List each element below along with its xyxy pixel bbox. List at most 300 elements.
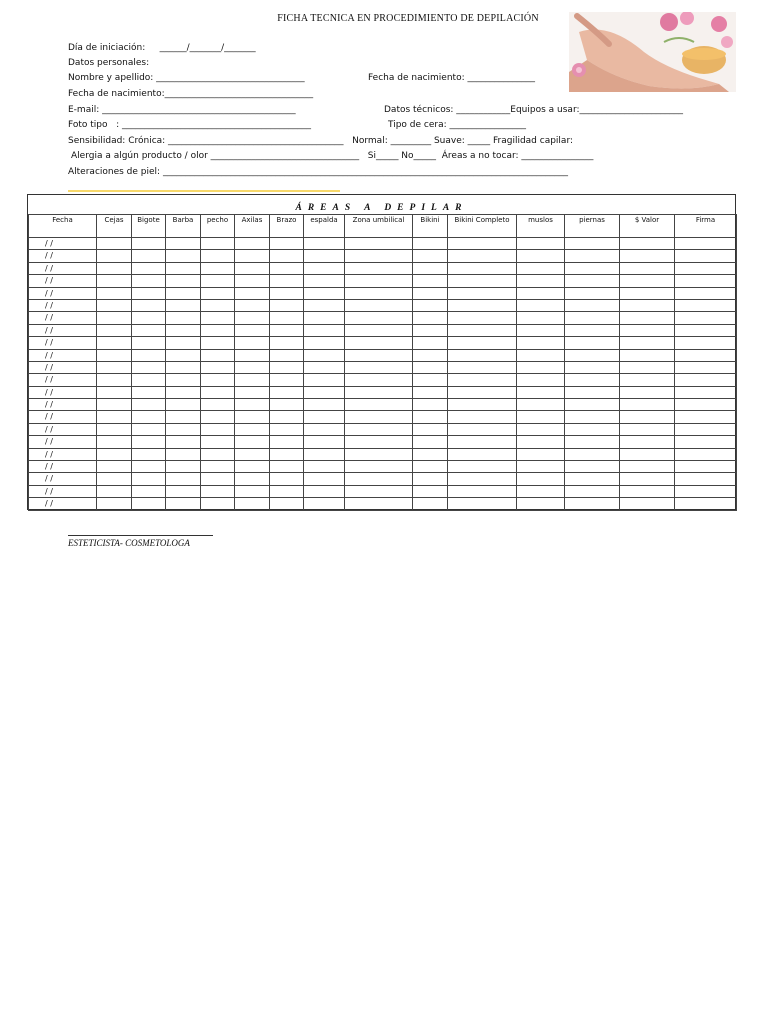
- table-cell[interactable]: [620, 498, 675, 510]
- table-cell[interactable]: [345, 250, 413, 262]
- table-cell[interactable]: [235, 262, 270, 274]
- date-cell[interactable]: / /: [29, 461, 97, 473]
- table-cell[interactable]: [304, 262, 345, 274]
- table-cell[interactable]: [517, 386, 565, 398]
- table-cell[interactable]: [270, 337, 304, 349]
- table-cell[interactable]: [620, 399, 675, 411]
- table-cell[interactable]: [517, 275, 565, 287]
- date-cell[interactable]: / /: [29, 473, 97, 485]
- table-cell[interactable]: [304, 374, 345, 386]
- table-cell[interactable]: [565, 299, 620, 311]
- table-cell[interactable]: [413, 423, 448, 435]
- table-cell[interactable]: [201, 473, 235, 485]
- table-cell[interactable]: [565, 337, 620, 349]
- table-cell[interactable]: [448, 337, 517, 349]
- table-cell[interactable]: [235, 337, 270, 349]
- table-cell[interactable]: [166, 262, 201, 274]
- table-cell[interactable]: [235, 287, 270, 299]
- table-cell[interactable]: [413, 275, 448, 287]
- table-cell[interactable]: [304, 473, 345, 485]
- table-cell[interactable]: [565, 238, 620, 250]
- table-cell[interactable]: [270, 498, 304, 510]
- table-cell[interactable]: [413, 238, 448, 250]
- table-cell[interactable]: [345, 361, 413, 373]
- table-cell[interactable]: [413, 448, 448, 460]
- table-cell[interactable]: [166, 436, 201, 448]
- table-cell[interactable]: [304, 411, 345, 423]
- table-cell[interactable]: [517, 498, 565, 510]
- table-cell[interactable]: [565, 498, 620, 510]
- table-cell[interactable]: [166, 399, 201, 411]
- table-cell[interactable]: [270, 461, 304, 473]
- table-cell[interactable]: [565, 361, 620, 373]
- table-cell[interactable]: [166, 361, 201, 373]
- table-cell[interactable]: [235, 324, 270, 336]
- date-cell[interactable]: / /: [29, 423, 97, 435]
- table-cell[interactable]: [620, 312, 675, 324]
- table-cell[interactable]: [235, 299, 270, 311]
- table-cell[interactable]: [345, 312, 413, 324]
- table-cell[interactable]: [132, 436, 166, 448]
- table-cell[interactable]: [166, 411, 201, 423]
- table-cell[interactable]: [97, 312, 132, 324]
- table-cell[interactable]: [517, 349, 565, 361]
- table-cell[interactable]: [448, 386, 517, 398]
- table-cell[interactable]: [517, 250, 565, 262]
- table-cell[interactable]: [517, 461, 565, 473]
- table-cell[interactable]: [565, 473, 620, 485]
- table-cell[interactable]: [413, 374, 448, 386]
- table-cell[interactable]: [201, 312, 235, 324]
- table-cell[interactable]: [620, 461, 675, 473]
- table-cell[interactable]: [132, 498, 166, 510]
- table-cell[interactable]: [166, 461, 201, 473]
- table-cell[interactable]: [675, 337, 737, 349]
- table-cell[interactable]: [201, 374, 235, 386]
- table-cell[interactable]: [304, 461, 345, 473]
- table-cell[interactable]: [565, 485, 620, 497]
- table-cell[interactable]: [448, 275, 517, 287]
- table-cell[interactable]: [304, 436, 345, 448]
- table-cell[interactable]: [235, 386, 270, 398]
- table-cell[interactable]: [132, 448, 166, 460]
- table-cell[interactable]: [413, 262, 448, 274]
- table-cell[interactable]: [517, 361, 565, 373]
- table-cell[interactable]: [132, 374, 166, 386]
- table-cell[interactable]: [235, 485, 270, 497]
- table-cell[interactable]: [620, 448, 675, 460]
- table-cell[interactable]: [166, 473, 201, 485]
- table-cell[interactable]: [345, 473, 413, 485]
- table-cell[interactable]: [270, 238, 304, 250]
- table-cell[interactable]: [413, 287, 448, 299]
- table-cell[interactable]: [345, 461, 413, 473]
- table-cell[interactable]: [97, 436, 132, 448]
- table-cell[interactable]: [166, 498, 201, 510]
- table-cell[interactable]: [166, 337, 201, 349]
- table-cell[interactable]: [413, 399, 448, 411]
- table-cell[interactable]: [565, 324, 620, 336]
- table-cell[interactable]: [345, 337, 413, 349]
- table-cell[interactable]: [675, 374, 737, 386]
- table-cell[interactable]: [270, 299, 304, 311]
- table-cell[interactable]: [132, 238, 166, 250]
- date-cell[interactable]: / /: [29, 498, 97, 510]
- table-cell[interactable]: [304, 275, 345, 287]
- table-cell[interactable]: [620, 349, 675, 361]
- table-cell[interactable]: [620, 423, 675, 435]
- table-cell[interactable]: [565, 423, 620, 435]
- table-cell[interactable]: [517, 238, 565, 250]
- date-cell[interactable]: / /: [29, 250, 97, 262]
- table-cell[interactable]: [675, 411, 737, 423]
- table-cell[interactable]: [270, 374, 304, 386]
- table-cell[interactable]: [235, 275, 270, 287]
- skin-alterations-field[interactable]: Alteraciones de piel: __________________________________________________________________________________________: [68, 167, 568, 177]
- table-cell[interactable]: [620, 337, 675, 349]
- table-cell[interactable]: [345, 299, 413, 311]
- table-cell[interactable]: [413, 473, 448, 485]
- table-cell[interactable]: [517, 448, 565, 460]
- table-cell[interactable]: [97, 250, 132, 262]
- table-cell[interactable]: [201, 349, 235, 361]
- table-cell[interactable]: [166, 299, 201, 311]
- table-cell[interactable]: [448, 423, 517, 435]
- table-cell[interactable]: [620, 485, 675, 497]
- table-cell[interactable]: [448, 238, 517, 250]
- table-cell[interactable]: [345, 262, 413, 274]
- table-cell[interactable]: [235, 448, 270, 460]
- table-cell[interactable]: [620, 287, 675, 299]
- table-cell[interactable]: [675, 423, 737, 435]
- table-cell[interactable]: [448, 436, 517, 448]
- table-cell[interactable]: [413, 436, 448, 448]
- table-cell[interactable]: [201, 238, 235, 250]
- table-cell[interactable]: [517, 436, 565, 448]
- table-cell[interactable]: [345, 411, 413, 423]
- table-cell[interactable]: [304, 485, 345, 497]
- table-cell[interactable]: [517, 324, 565, 336]
- table-cell[interactable]: [345, 423, 413, 435]
- table-cell[interactable]: [97, 287, 132, 299]
- table-cell[interactable]: [675, 448, 737, 460]
- table-cell[interactable]: [270, 473, 304, 485]
- table-cell[interactable]: [517, 411, 565, 423]
- table-cell[interactable]: [97, 473, 132, 485]
- table-cell[interactable]: [517, 299, 565, 311]
- table-cell[interactable]: [201, 337, 235, 349]
- table-cell[interactable]: [132, 275, 166, 287]
- table-cell[interactable]: [235, 436, 270, 448]
- table-cell[interactable]: [132, 473, 166, 485]
- table-cell[interactable]: [166, 485, 201, 497]
- table-cell[interactable]: [132, 386, 166, 398]
- table-cell[interactable]: [97, 238, 132, 250]
- birth-date-field-right[interactable]: Fecha de nacimiento: _______________: [368, 73, 535, 83]
- table-cell[interactable]: [448, 411, 517, 423]
- table-cell[interactable]: [675, 386, 737, 398]
- table-cell[interactable]: [448, 361, 517, 373]
- table-cell[interactable]: [270, 250, 304, 262]
- table-cell[interactable]: [413, 498, 448, 510]
- table-cell[interactable]: [448, 461, 517, 473]
- table-cell[interactable]: [235, 238, 270, 250]
- table-cell[interactable]: [565, 411, 620, 423]
- table-cell[interactable]: [166, 275, 201, 287]
- table-cell[interactable]: [517, 374, 565, 386]
- table-cell[interactable]: [517, 337, 565, 349]
- table-cell[interactable]: [448, 473, 517, 485]
- table-cell[interactable]: [304, 399, 345, 411]
- table-cell[interactable]: [304, 361, 345, 373]
- table-cell[interactable]: [97, 411, 132, 423]
- start-date-field[interactable]: Día de iniciación: ______/_______/_______: [68, 43, 256, 53]
- table-cell[interactable]: [517, 485, 565, 497]
- table-cell[interactable]: [675, 361, 737, 373]
- table-cell[interactable]: [201, 498, 235, 510]
- table-cell[interactable]: [201, 485, 235, 497]
- table-cell[interactable]: [97, 349, 132, 361]
- table-cell[interactable]: [448, 448, 517, 460]
- table-cell[interactable]: [270, 411, 304, 423]
- date-cell[interactable]: / /: [29, 374, 97, 386]
- table-cell[interactable]: [132, 312, 166, 324]
- table-cell[interactable]: [620, 411, 675, 423]
- table-cell[interactable]: [270, 423, 304, 435]
- table-cell[interactable]: [270, 349, 304, 361]
- table-cell[interactable]: [97, 423, 132, 435]
- phototype-field[interactable]: Foto tipo : __________________________________________: [68, 120, 311, 130]
- sensitivity-field[interactable]: Sensibilidad: Crónica: _______________________________________ Normal: _________ Suave: _____ Fragilidad capilar:: [68, 136, 574, 146]
- table-cell[interactable]: [132, 349, 166, 361]
- wax-type-field[interactable]: Tipo de cera: _________________: [388, 120, 527, 130]
- date-cell[interactable]: / /: [29, 361, 97, 373]
- table-cell[interactable]: [517, 473, 565, 485]
- table-cell[interactable]: [565, 287, 620, 299]
- table-cell[interactable]: [132, 250, 166, 262]
- table-cell[interactable]: [675, 312, 737, 324]
- table-cell[interactable]: [620, 250, 675, 262]
- table-cell[interactable]: [270, 399, 304, 411]
- date-cell[interactable]: / /: [29, 312, 97, 324]
- table-cell[interactable]: [201, 461, 235, 473]
- table-cell[interactable]: [235, 473, 270, 485]
- table-cell[interactable]: [201, 250, 235, 262]
- table-cell[interactable]: [132, 399, 166, 411]
- table-cell[interactable]: [132, 287, 166, 299]
- table-cell[interactable]: [413, 324, 448, 336]
- table-cell[interactable]: [448, 287, 517, 299]
- table-cell[interactable]: [620, 275, 675, 287]
- table-cell[interactable]: [235, 250, 270, 262]
- table-cell[interactable]: [166, 374, 201, 386]
- table-cell[interactable]: [345, 324, 413, 336]
- table-cell[interactable]: [345, 374, 413, 386]
- table-cell[interactable]: [201, 386, 235, 398]
- table-cell[interactable]: [345, 287, 413, 299]
- table-cell[interactable]: [413, 349, 448, 361]
- table-cell[interactable]: [675, 324, 737, 336]
- table-cell[interactable]: [304, 250, 345, 262]
- table-cell[interactable]: [345, 485, 413, 497]
- table-cell[interactable]: [166, 238, 201, 250]
- table-cell[interactable]: [675, 498, 737, 510]
- table-cell[interactable]: [675, 250, 737, 262]
- table-cell[interactable]: [517, 287, 565, 299]
- table-cell[interactable]: [345, 498, 413, 510]
- table-cell[interactable]: [675, 299, 737, 311]
- table-cell[interactable]: [620, 324, 675, 336]
- table-cell[interactable]: [132, 299, 166, 311]
- table-cell[interactable]: [413, 485, 448, 497]
- table-cell[interactable]: [97, 374, 132, 386]
- table-cell[interactable]: [413, 250, 448, 262]
- table-cell[interactable]: [448, 399, 517, 411]
- date-cell[interactable]: / /: [29, 337, 97, 349]
- table-cell[interactable]: [620, 386, 675, 398]
- table-cell[interactable]: [97, 299, 132, 311]
- table-cell[interactable]: [675, 461, 737, 473]
- table-cell[interactable]: [565, 448, 620, 460]
- table-cell[interactable]: [201, 448, 235, 460]
- table-cell[interactable]: [675, 436, 737, 448]
- table-cell[interactable]: [413, 361, 448, 373]
- table-cell[interactable]: [565, 275, 620, 287]
- table-cell[interactable]: [132, 361, 166, 373]
- table-cell[interactable]: [166, 250, 201, 262]
- date-cell[interactable]: / /: [29, 262, 97, 274]
- table-cell[interactable]: [304, 498, 345, 510]
- table-cell[interactable]: [166, 287, 201, 299]
- table-cell[interactable]: [132, 337, 166, 349]
- table-cell[interactable]: [97, 361, 132, 373]
- table-cell[interactable]: [345, 399, 413, 411]
- date-cell[interactable]: / /: [29, 436, 97, 448]
- table-cell[interactable]: [304, 312, 345, 324]
- table-cell[interactable]: [675, 485, 737, 497]
- table-cell[interactable]: [345, 275, 413, 287]
- table-cell[interactable]: [270, 436, 304, 448]
- table-cell[interactable]: [448, 485, 517, 497]
- date-cell[interactable]: / /: [29, 299, 97, 311]
- table-cell[interactable]: [235, 411, 270, 423]
- table-cell[interactable]: [620, 299, 675, 311]
- table-cell[interactable]: [201, 287, 235, 299]
- table-cell[interactable]: [235, 423, 270, 435]
- technical-data-field[interactable]: Datos técnicos: ____________Equipos a usar:_______________________: [384, 105, 684, 115]
- table-cell[interactable]: [517, 399, 565, 411]
- table-cell[interactable]: [97, 337, 132, 349]
- table-cell[interactable]: [201, 324, 235, 336]
- table-cell[interactable]: [565, 386, 620, 398]
- table-cell[interactable]: [201, 299, 235, 311]
- allergy-field[interactable]: Alergia a algún producto / olor _________________________________ Si_____ No_____ Áreas a no tocar: ________________: [71, 151, 594, 161]
- table-cell[interactable]: [565, 250, 620, 262]
- table-cell[interactable]: [345, 436, 413, 448]
- date-cell[interactable]: / /: [29, 386, 97, 398]
- table-cell[interactable]: [97, 461, 132, 473]
- table-cell[interactable]: [166, 349, 201, 361]
- table-cell[interactable]: [565, 349, 620, 361]
- table-cell[interactable]: [201, 436, 235, 448]
- table-cell[interactable]: [97, 324, 132, 336]
- table-cell[interactable]: [166, 386, 201, 398]
- table-cell[interactable]: [166, 312, 201, 324]
- table-cell[interactable]: [620, 262, 675, 274]
- table-cell[interactable]: [270, 386, 304, 398]
- table-cell[interactable]: [675, 275, 737, 287]
- table-cell[interactable]: [448, 324, 517, 336]
- table-cell[interactable]: [448, 312, 517, 324]
- table-cell[interactable]: [235, 461, 270, 473]
- table-cell[interactable]: [97, 386, 132, 398]
- date-cell[interactable]: / /: [29, 485, 97, 497]
- table-cell[interactable]: [201, 361, 235, 373]
- table-cell[interactable]: [132, 262, 166, 274]
- table-cell[interactable]: [413, 386, 448, 398]
- table-cell[interactable]: [270, 262, 304, 274]
- table-cell[interactable]: [201, 399, 235, 411]
- table-cell[interactable]: [270, 287, 304, 299]
- table-cell[interactable]: [620, 436, 675, 448]
- table-cell[interactable]: [517, 312, 565, 324]
- table-cell[interactable]: [565, 461, 620, 473]
- table-cell[interactable]: [304, 337, 345, 349]
- table-cell[interactable]: [97, 399, 132, 411]
- table-cell[interactable]: [620, 238, 675, 250]
- table-cell[interactable]: [565, 262, 620, 274]
- table-cell[interactable]: [270, 448, 304, 460]
- table-cell[interactable]: [675, 262, 737, 274]
- table-cell[interactable]: [448, 262, 517, 274]
- date-cell[interactable]: / /: [29, 238, 97, 250]
- table-cell[interactable]: [675, 399, 737, 411]
- table-cell[interactable]: [132, 423, 166, 435]
- table-cell[interactable]: [270, 485, 304, 497]
- table-cell[interactable]: [201, 411, 235, 423]
- table-cell[interactable]: [235, 361, 270, 373]
- date-cell[interactable]: / /: [29, 287, 97, 299]
- table-cell[interactable]: [565, 312, 620, 324]
- table-cell[interactable]: [235, 349, 270, 361]
- date-cell[interactable]: / /: [29, 448, 97, 460]
- table-cell[interactable]: [413, 411, 448, 423]
- table-cell[interactable]: [304, 349, 345, 361]
- table-cell[interactable]: [304, 423, 345, 435]
- date-cell[interactable]: / /: [29, 399, 97, 411]
- table-cell[interactable]: [166, 448, 201, 460]
- table-cell[interactable]: [413, 312, 448, 324]
- table-cell[interactable]: [345, 448, 413, 460]
- table-cell[interactable]: [132, 461, 166, 473]
- table-cell[interactable]: [97, 262, 132, 274]
- birth-date-field[interactable]: Fecha de nacimiento:_________________________________: [68, 89, 314, 99]
- table-cell[interactable]: [132, 485, 166, 497]
- table-cell[interactable]: [565, 436, 620, 448]
- table-cell[interactable]: [413, 337, 448, 349]
- table-cell[interactable]: [304, 448, 345, 460]
- table-cell[interactable]: [345, 349, 413, 361]
- date-cell[interactable]: / /: [29, 324, 97, 336]
- table-cell[interactable]: [97, 485, 132, 497]
- table-cell[interactable]: [448, 299, 517, 311]
- table-cell[interactable]: [97, 498, 132, 510]
- table-cell[interactable]: [620, 374, 675, 386]
- table-cell[interactable]: [675, 238, 737, 250]
- table-cell[interactable]: [565, 399, 620, 411]
- name-field[interactable]: Nombre y apellido: _________________________________: [68, 73, 305, 83]
- table-cell[interactable]: [413, 461, 448, 473]
